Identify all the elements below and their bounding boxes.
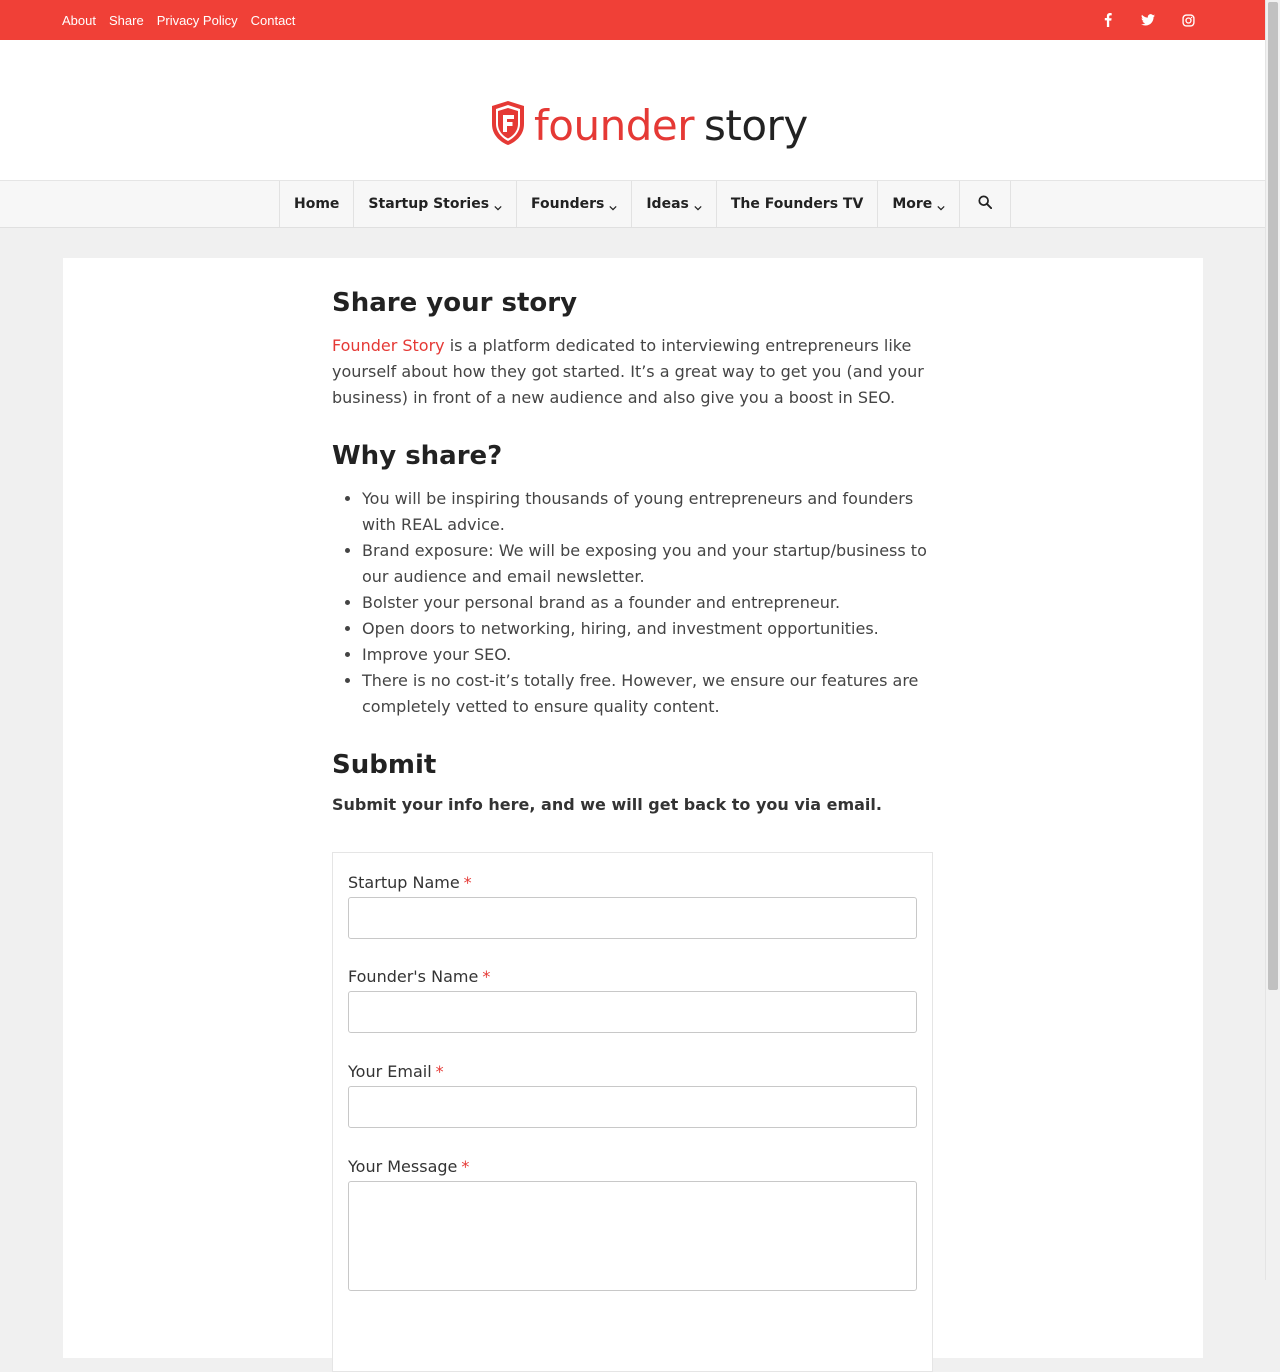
top-link-about[interactable]: About	[62, 12, 96, 28]
top-links	[62, 0, 308, 40]
nav-item-the-founders-tv[interactable]	[717, 181, 878, 227]
site-logo[interactable]	[490, 100, 808, 150]
nav-label: Home	[294, 196, 340, 212]
list-item: • There is no cost-it’s totally free. However, we ensure our features are completely vetted to ensure quality content.	[362, 668, 934, 720]
email-label	[348, 1060, 917, 1084]
content-card	[63, 258, 1203, 1358]
founder-name-field-group	[348, 965, 917, 1033]
instagram-icon[interactable]	[1181, 13, 1195, 27]
main-nav	[0, 180, 1265, 228]
chevron-down-icon	[937, 200, 945, 208]
nav-label: The Founders TV	[730, 196, 864, 212]
list-item: • You will be inspiring thousands of young entrepreneurs and founders with REAL advice.	[362, 486, 934, 538]
benefits-list	[332, 486, 934, 720]
submit-note: Submit your info here, and we will get back to you via email.	[332, 795, 882, 814]
list-item: • Open doors to networking, hiring, and investment opportunities.	[362, 616, 934, 642]
top-link-share[interactable]: Share	[108, 12, 144, 28]
nav-label: Founders	[531, 196, 605, 212]
nav-item-ideas[interactable]	[632, 181, 717, 227]
nav-item-home[interactable]	[280, 181, 354, 227]
nav-search-button[interactable]	[960, 181, 1011, 227]
logo-word-founder: founder	[534, 100, 694, 150]
chevron-down-icon	[694, 200, 702, 208]
submit-heading: Submit	[332, 750, 437, 780]
required-mark: *	[435, 1062, 444, 1081]
required-mark: *	[461, 1157, 470, 1176]
intro-paragraph	[332, 333, 932, 411]
nav-label: Startup Stories	[368, 196, 490, 212]
share-heading: Share your story	[332, 288, 578, 318]
top-bar	[0, 0, 1265, 40]
field-label-text: Your Email	[348, 1062, 432, 1081]
founder-name-input[interactable]	[348, 991, 917, 1033]
email-input[interactable]	[348, 1086, 917, 1128]
required-mark: *	[463, 873, 472, 892]
nav-label: More	[892, 196, 933, 212]
list-item: • Bolster your personal brand as a founder and entrepreneur.	[362, 590, 934, 616]
message-label	[348, 1155, 917, 1179]
submission-form	[332, 852, 933, 1372]
social-links	[1101, 0, 1195, 40]
why-share-heading: Why share?	[332, 441, 503, 471]
startup-name-input[interactable]	[348, 897, 917, 939]
founder-name-label	[348, 965, 917, 989]
nav-item-startup-stories[interactable]	[354, 181, 517, 227]
nav-item-more[interactable]	[878, 181, 960, 227]
top-link-contact[interactable]: Contact	[250, 12, 296, 28]
nav-label: Ideas	[646, 196, 689, 212]
nav-item-founders[interactable]	[517, 181, 632, 227]
scrollbar-thumb[interactable]	[1268, 2, 1278, 990]
top-link-privacy-policy[interactable]: Privacy Policy	[156, 12, 238, 28]
field-label-text: Founder's Name	[348, 967, 479, 986]
startup-name-label	[348, 871, 917, 895]
field-label-text: Your Message	[348, 1157, 458, 1176]
intro-text: is a platform dedicated to interviewing entrepreneurs like yourself about how they got started. It’s a great way to get you (and your business) in front of a new audience and also give you a boost in SEO.	[332, 336, 924, 407]
logo-word-story: story	[704, 100, 808, 150]
chevron-down-icon	[494, 200, 502, 208]
message-field-group	[348, 1155, 917, 1291]
required-mark: *	[482, 967, 491, 986]
list-item: • Improve your SEO.	[362, 642, 934, 668]
site-header	[0, 40, 1265, 180]
founder-story-link[interactable]: Founder Story	[332, 336, 445, 355]
message-textarea[interactable]	[348, 1181, 917, 1291]
chevron-down-icon	[609, 200, 617, 208]
list-item: • Brand exposure: We will be exposing you and your startup/business to our audience and email newsletter.	[362, 538, 934, 590]
email-field-group	[348, 1060, 917, 1128]
startup-name-field-group	[348, 871, 917, 939]
field-label-text: Startup Name	[348, 873, 460, 892]
shield-logo-icon	[490, 100, 526, 150]
page-scrollbar[interactable]	[1265, 0, 1280, 1280]
twitter-icon[interactable]	[1141, 13, 1155, 27]
search-icon	[978, 195, 992, 213]
facebook-icon[interactable]	[1101, 13, 1115, 27]
